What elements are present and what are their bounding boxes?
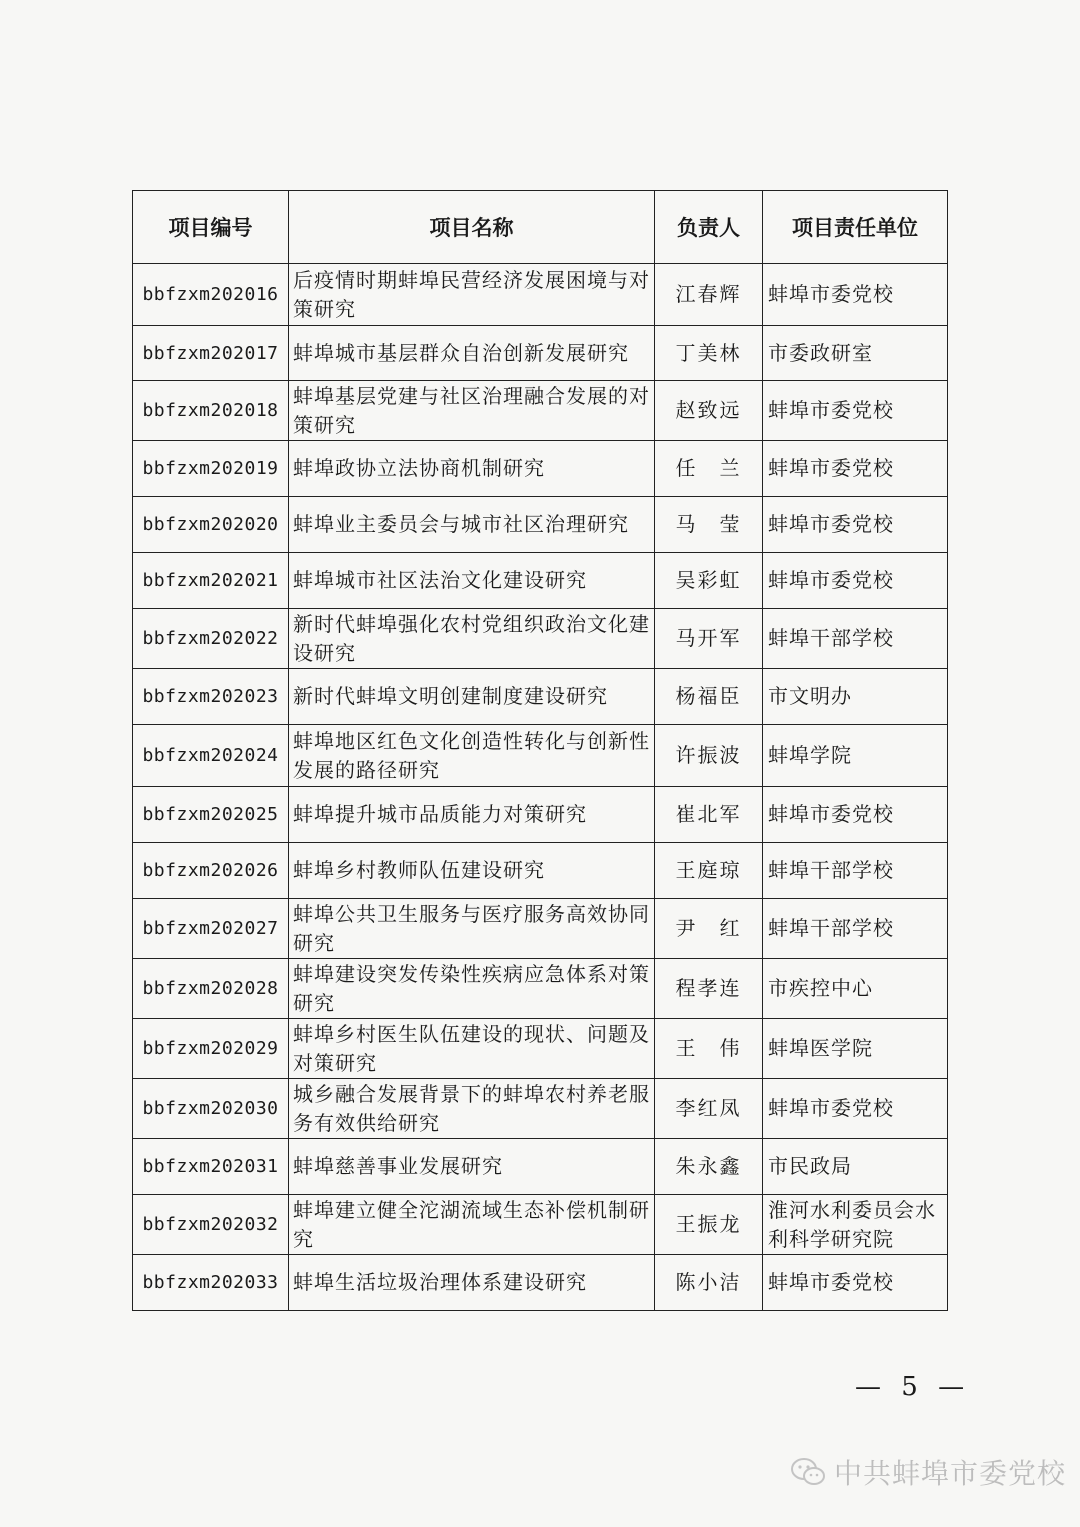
table-row [133,843,948,899]
project-code: bbfzxm202022 [133,609,289,669]
project-unit: 市疾控中心 [763,959,948,1019]
project-lead: 任 兰 [655,441,763,497]
table-row [133,497,948,553]
project-lead: 杨福臣 [655,669,763,725]
project-name: 蚌埠建立健全沱湖流域生态补偿机制研究 [289,1195,655,1255]
project-name: 蚌埠慈善事业发展研究 [289,1139,655,1195]
project-lead: 马 莹 [655,497,763,553]
project-code: bbfzxm202025 [133,787,289,843]
project-lead: 马开军 [655,609,763,669]
project-name: 蚌埠建设突发传染性疾病应急体系对策研究 [289,959,655,1019]
project-code: bbfzxm202024 [133,725,289,787]
table-row [133,1079,948,1139]
project-code: bbfzxm202023 [133,669,289,725]
project-unit: 蚌埠市委党校 [763,264,948,326]
project-unit: 淮河水利委员会水利科学研究院 [763,1195,948,1255]
project-unit: 蚌埠市委党校 [763,497,948,553]
table-row [133,326,948,381]
project-unit: 蚌埠市委党校 [763,381,948,441]
table-row [133,1195,948,1255]
project-unit: 市委政研室 [763,326,948,381]
project-unit: 蚌埠干部学校 [763,899,948,959]
project-lead: 王 伟 [655,1019,763,1079]
project-name: 蚌埠提升城市品质能力对策研究 [289,787,655,843]
table-row [133,609,948,669]
project-unit: 蚌埠市委党校 [763,787,948,843]
project-lead: 崔北军 [655,787,763,843]
table-row [133,264,948,326]
project-unit: 蚌埠学院 [763,725,948,787]
project-code: bbfzxm202021 [133,553,289,609]
header-name: 项目名称 [289,191,655,264]
project-name: 蚌埠地区红色文化创造性转化与创新性发展的路径研究 [289,725,655,787]
project-name: 蚌埠城市基层群众自治创新发展研究 [289,326,655,381]
page-number: — 5 — [855,1372,971,1402]
header-code: 项目编号 [133,191,289,264]
project-code: bbfzxm202031 [133,1139,289,1195]
table-row [133,899,948,959]
header-lead: 负责人 [655,191,763,264]
project-unit: 蚌埠市委党校 [763,553,948,609]
project-unit: 蚌埠市委党校 [763,1255,948,1311]
project-table [132,190,948,1311]
project-code: bbfzxm202030 [133,1079,289,1139]
table-row [133,725,948,787]
project-name: 蚌埠乡村教师队伍建设研究 [289,843,655,899]
project-unit: 市文明办 [763,669,948,725]
table-row [133,441,948,497]
project-name: 蚌埠城市社区法治文化建设研究 [289,553,655,609]
table-row [133,1139,948,1195]
project-unit: 蚌埠医学院 [763,1019,948,1079]
project-code: bbfzxm202032 [133,1195,289,1255]
project-lead: 尹 红 [655,899,763,959]
project-name: 蚌埠乡村医生队伍建设的现状、问题及对策研究 [289,1019,655,1079]
project-name: 后疫情时期蚌埠民营经济发展困境与对策研究 [289,264,655,326]
project-lead: 朱永鑫 [655,1139,763,1195]
project-code: bbfzxm202018 [133,381,289,441]
project-code: bbfzxm202016 [133,264,289,326]
project-code: bbfzxm202017 [133,326,289,381]
project-unit: 蚌埠市委党校 [763,441,948,497]
table-row [133,959,948,1019]
project-lead: 陈小洁 [655,1255,763,1311]
project-code: bbfzxm202020 [133,497,289,553]
project-lead: 赵致远 [655,381,763,441]
project-name: 新时代蚌埠强化农村党组织政治文化建设研究 [289,609,655,669]
project-code: bbfzxm202019 [133,441,289,497]
project-lead: 许振波 [655,725,763,787]
project-unit: 市民政局 [763,1139,948,1195]
project-code: bbfzxm202029 [133,1019,289,1079]
project-unit: 蚌埠市委党校 [763,1079,948,1139]
table-row [133,1019,948,1079]
project-lead: 吴彩虹 [655,553,763,609]
project-name: 新时代蚌埠文明创建制度建设研究 [289,669,655,725]
watermark [790,1452,1066,1492]
watermark-text: 中共蚌埠市委党校 [834,1457,1067,1490]
project-code: bbfzxm202033 [133,1255,289,1311]
wechat-icon [790,1457,826,1487]
project-lead: 程孝连 [655,959,763,1019]
project-lead: 王庭琼 [655,843,763,899]
project-name: 城乡融合发展背景下的蚌埠农村养老服务有效供给研究 [289,1079,655,1139]
project-name: 蚌埠生活垃圾治理体系建设研究 [289,1255,655,1311]
table-body [133,264,948,1311]
project-name: 蚌埠基层党建与社区治理融合发展的对策研究 [289,381,655,441]
table-row [133,669,948,725]
project-lead: 江春辉 [655,264,763,326]
table-row [133,787,948,843]
project-name: 蚌埠政协立法协商机制研究 [289,441,655,497]
project-unit: 蚌埠干部学校 [763,609,948,669]
project-code: bbfzxm202026 [133,843,289,899]
project-lead: 丁美林 [655,326,763,381]
table-row [133,1255,948,1311]
project-name: 蚌埠公共卫生服务与医疗服务高效协同研究 [289,899,655,959]
table-row [133,553,948,609]
header-unit: 项目责任单位 [763,191,948,264]
project-lead: 王振龙 [655,1195,763,1255]
table-header-row [133,191,948,264]
project-unit: 蚌埠干部学校 [763,843,948,899]
project-code: bbfzxm202028 [133,959,289,1019]
project-lead: 李红凤 [655,1079,763,1139]
project-code: bbfzxm202027 [133,899,289,959]
table-row [133,381,948,441]
project-name: 蚌埠业主委员会与城市社区治理研究 [289,497,655,553]
